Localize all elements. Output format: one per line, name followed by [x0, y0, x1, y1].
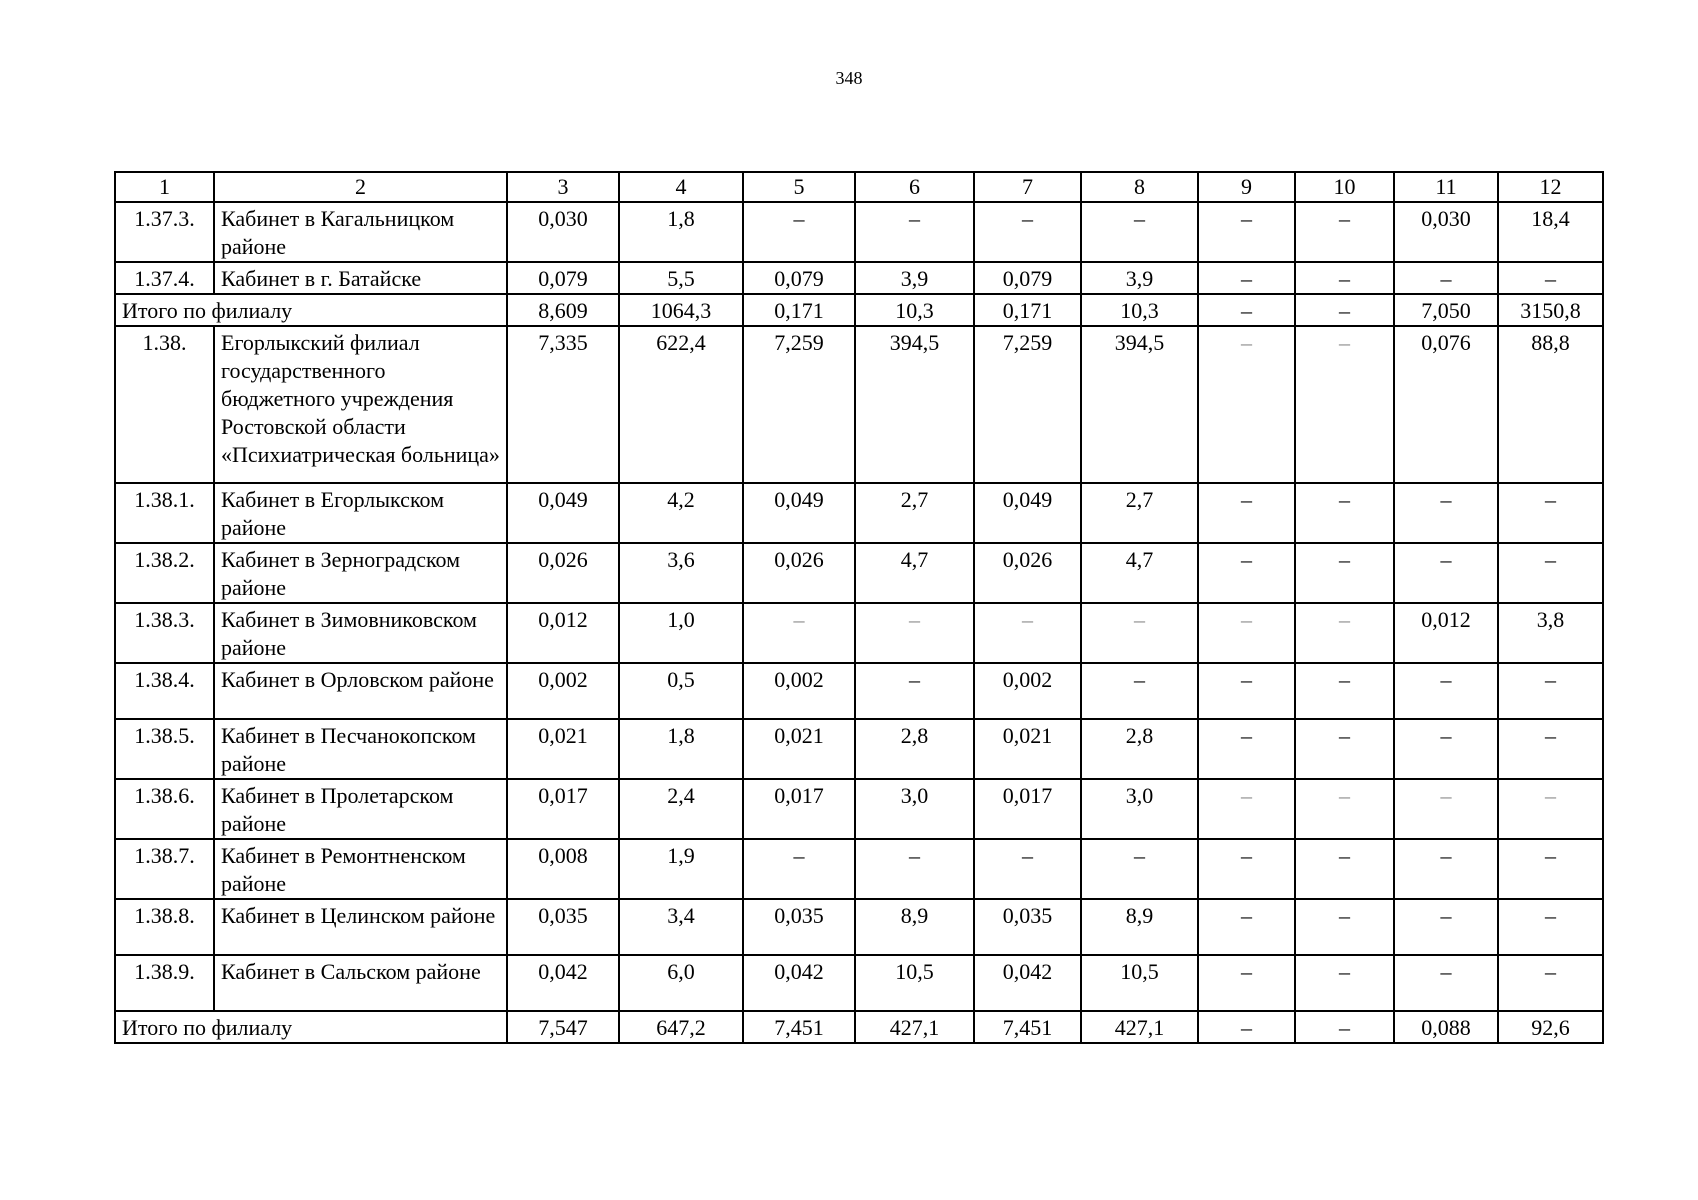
value-cell: 0,030: [507, 202, 619, 262]
value-cell: –: [1295, 262, 1394, 294]
table-row: [115, 202, 1603, 262]
value-cell: 0,002: [974, 663, 1081, 719]
column-number: 5: [743, 172, 855, 202]
row-code: 1.38.7.: [115, 839, 214, 899]
value-cell: 10,5: [1081, 955, 1198, 1011]
value-cell: 10,3: [1081, 294, 1198, 326]
row-code: 1.37.3.: [115, 202, 214, 262]
value-cell: 1,8: [619, 202, 743, 262]
value-cell: –: [1295, 839, 1394, 899]
value-cell: –: [1295, 955, 1394, 1011]
value-cell: 18,4: [1498, 202, 1603, 262]
value-cell: 0,012: [1394, 603, 1498, 663]
value-cell: –: [855, 839, 974, 899]
value-cell: 0,002: [507, 663, 619, 719]
value-cell: –: [1198, 262, 1295, 294]
table-row: [115, 326, 1603, 483]
value-cell: 7,451: [743, 1011, 855, 1043]
row-code: 1.38.1.: [115, 483, 214, 543]
value-cell: –: [1198, 779, 1295, 839]
row-code: 1.38.2.: [115, 543, 214, 603]
value-cell: 0,017: [507, 779, 619, 839]
table-row: [115, 483, 1603, 543]
value-cell: –: [1198, 899, 1295, 955]
value-cell: 1,0: [619, 603, 743, 663]
row-code: 1.38.: [115, 326, 214, 483]
value-cell: –: [1295, 603, 1394, 663]
value-cell: 0,021: [743, 719, 855, 779]
value-cell: 0,049: [507, 483, 619, 543]
value-cell: –: [1198, 603, 1295, 663]
row-code: 1.37.4.: [115, 262, 214, 294]
value-cell: –: [1498, 955, 1603, 1011]
value-cell: –: [1198, 839, 1295, 899]
value-cell: 0,021: [507, 719, 619, 779]
table-row: [115, 663, 1603, 719]
value-cell: 0,017: [743, 779, 855, 839]
table-row: [115, 603, 1603, 663]
value-cell: 3,6: [619, 543, 743, 603]
value-cell: –: [1498, 543, 1603, 603]
value-cell: –: [1295, 543, 1394, 603]
value-cell: 0,079: [507, 262, 619, 294]
value-cell: –: [974, 202, 1081, 262]
value-cell: 0,042: [743, 955, 855, 1011]
value-cell: 7,335: [507, 326, 619, 483]
value-cell: –: [1394, 899, 1498, 955]
value-cell: 0,035: [974, 899, 1081, 955]
row-name: Кабинет в Пролетарском районе: [214, 779, 507, 839]
value-cell: –: [1498, 719, 1603, 779]
value-cell: –: [855, 663, 974, 719]
value-cell: –: [1081, 603, 1198, 663]
column-number: 2: [214, 172, 507, 202]
value-cell: –: [1081, 663, 1198, 719]
total-label: Итого по филиалу: [115, 294, 507, 326]
value-cell: 427,1: [1081, 1011, 1198, 1043]
value-cell: 5,5: [619, 262, 743, 294]
row-name: Кабинет в Ремонтненском районе: [214, 839, 507, 899]
value-cell: 3,8: [1498, 603, 1603, 663]
row-code: 1.38.8.: [115, 899, 214, 955]
data-table: [114, 171, 1604, 1044]
value-cell: –: [1394, 719, 1498, 779]
total-row: [115, 294, 1603, 326]
value-cell: –: [1295, 779, 1394, 839]
column-number: 9: [1198, 172, 1295, 202]
value-cell: 0,171: [974, 294, 1081, 326]
row-code: 1.38.6.: [115, 779, 214, 839]
row-name: Кабинет в Егорлыкском районе: [214, 483, 507, 543]
row-code: 1.38.9.: [115, 955, 214, 1011]
value-cell: –: [1394, 779, 1498, 839]
value-cell: –: [1198, 483, 1295, 543]
value-cell: –: [974, 603, 1081, 663]
value-cell: 4,2: [619, 483, 743, 543]
value-cell: 8,609: [507, 294, 619, 326]
value-cell: 2,8: [1081, 719, 1198, 779]
value-cell: 8,9: [1081, 899, 1198, 955]
value-cell: 0,030: [1394, 202, 1498, 262]
row-name: Кабинет в Зерноградском районе: [214, 543, 507, 603]
value-cell: –: [1198, 294, 1295, 326]
column-number-row: [115, 172, 1603, 202]
value-cell: –: [1498, 262, 1603, 294]
value-cell: –: [1198, 543, 1295, 603]
row-name: Кабинет в Песчанокопском районе: [214, 719, 507, 779]
column-number: 4: [619, 172, 743, 202]
value-cell: –: [1498, 839, 1603, 899]
value-cell: –: [855, 603, 974, 663]
value-cell: 3,0: [1081, 779, 1198, 839]
value-cell: 0,021: [974, 719, 1081, 779]
value-cell: –: [1295, 326, 1394, 483]
value-cell: 0,017: [974, 779, 1081, 839]
table-row: [115, 955, 1603, 1011]
value-cell: 7,050: [1394, 294, 1498, 326]
value-cell: 3,9: [1081, 262, 1198, 294]
value-cell: –: [1295, 202, 1394, 262]
value-cell: 0,171: [743, 294, 855, 326]
total-label: Итого по филиалу: [115, 1011, 507, 1043]
row-code: 1.38.4.: [115, 663, 214, 719]
value-cell: 0,026: [743, 543, 855, 603]
value-cell: 1,9: [619, 839, 743, 899]
row-name: Кабинет в Орловском районе: [214, 663, 507, 719]
value-cell: 8,9: [855, 899, 974, 955]
value-cell: –: [1198, 326, 1295, 483]
value-cell: –: [1295, 719, 1394, 779]
value-cell: 0,042: [974, 955, 1081, 1011]
column-number: 7: [974, 172, 1081, 202]
value-cell: 0,035: [743, 899, 855, 955]
value-cell: 0,079: [974, 262, 1081, 294]
value-cell: 3150,8: [1498, 294, 1603, 326]
value-cell: 0,042: [507, 955, 619, 1011]
value-cell: –: [1394, 543, 1498, 603]
table-row: [115, 779, 1603, 839]
value-cell: –: [1498, 899, 1603, 955]
row-name: Кабинет в Целинском районе: [214, 899, 507, 955]
page-number: 348: [835, 68, 863, 88]
value-cell: –: [1081, 839, 1198, 899]
value-cell: 0,088: [1394, 1011, 1498, 1043]
column-number: 3: [507, 172, 619, 202]
table-row: [115, 719, 1603, 779]
value-cell: –: [974, 839, 1081, 899]
row-name: Кабинет в Кагальницком районе: [214, 202, 507, 262]
table-row: [115, 839, 1603, 899]
value-cell: 4,7: [855, 543, 974, 603]
value-cell: 0,026: [507, 543, 619, 603]
value-cell: 0,076: [1394, 326, 1498, 483]
value-cell: –: [1295, 899, 1394, 955]
value-cell: 647,2: [619, 1011, 743, 1043]
value-cell: 0,026: [974, 543, 1081, 603]
value-cell: 7,451: [974, 1011, 1081, 1043]
value-cell: –: [743, 603, 855, 663]
column-number: 10: [1295, 172, 1394, 202]
table-row: [115, 262, 1603, 294]
value-cell: –: [1198, 955, 1295, 1011]
column-number: 8: [1081, 172, 1198, 202]
value-cell: 3,0: [855, 779, 974, 839]
row-name: Кабинет в Зимовниковском районе: [214, 603, 507, 663]
value-cell: 88,8: [1498, 326, 1603, 483]
value-cell: –: [855, 202, 974, 262]
table-body: [115, 172, 1603, 1043]
value-cell: –: [1198, 663, 1295, 719]
total-row: [115, 1011, 1603, 1043]
value-cell: –: [1498, 483, 1603, 543]
value-cell: 10,5: [855, 955, 974, 1011]
value-cell: 7,547: [507, 1011, 619, 1043]
table-row: [115, 543, 1603, 603]
value-cell: –: [1295, 483, 1394, 543]
value-cell: –: [1295, 1011, 1394, 1043]
value-cell: 2,7: [1081, 483, 1198, 543]
value-cell: 3,4: [619, 899, 743, 955]
value-cell: 10,3: [855, 294, 974, 326]
column-number: 1: [115, 172, 214, 202]
value-cell: –: [1394, 839, 1498, 899]
row-name: Кабинет в Сальском районе: [214, 955, 507, 1011]
value-cell: –: [1394, 262, 1498, 294]
value-cell: 7,259: [974, 326, 1081, 483]
table-row: [115, 899, 1603, 955]
column-number: 11: [1394, 172, 1498, 202]
value-cell: 1064,3: [619, 294, 743, 326]
value-cell: 92,6: [1498, 1011, 1603, 1043]
value-cell: 0,012: [507, 603, 619, 663]
row-name: Егорлыкский филиал государственного бюджетного учреждения Ростовской области «Психиатрическая больница»: [214, 326, 507, 483]
value-cell: –: [1498, 779, 1603, 839]
value-cell: –: [1394, 483, 1498, 543]
value-cell: 0,035: [507, 899, 619, 955]
value-cell: 3,9: [855, 262, 974, 294]
value-cell: –: [1498, 663, 1603, 719]
value-cell: 7,259: [743, 326, 855, 483]
row-name: Кабинет в г. Батайске: [214, 262, 507, 294]
value-cell: 4,7: [1081, 543, 1198, 603]
value-cell: –: [1198, 202, 1295, 262]
value-cell: 2,8: [855, 719, 974, 779]
value-cell: 427,1: [855, 1011, 974, 1043]
value-cell: 0,008: [507, 839, 619, 899]
value-cell: 622,4: [619, 326, 743, 483]
column-number: 12: [1498, 172, 1603, 202]
value-cell: 2,7: [855, 483, 974, 543]
value-cell: 0,049: [743, 483, 855, 543]
value-cell: –: [1295, 663, 1394, 719]
column-number: 6: [855, 172, 974, 202]
value-cell: 394,5: [1081, 326, 1198, 483]
value-cell: –: [1198, 1011, 1295, 1043]
value-cell: 0,079: [743, 262, 855, 294]
row-code: 1.38.3.: [115, 603, 214, 663]
value-cell: 2,4: [619, 779, 743, 839]
value-cell: –: [1394, 955, 1498, 1011]
value-cell: –: [743, 202, 855, 262]
value-cell: –: [1198, 719, 1295, 779]
row-code: 1.38.5.: [115, 719, 214, 779]
value-cell: 6,0: [619, 955, 743, 1011]
value-cell: 0,049: [974, 483, 1081, 543]
value-cell: 0,002: [743, 663, 855, 719]
value-cell: 394,5: [855, 326, 974, 483]
value-cell: –: [1394, 663, 1498, 719]
value-cell: 0,5: [619, 663, 743, 719]
value-cell: –: [1081, 202, 1198, 262]
value-cell: –: [1295, 294, 1394, 326]
value-cell: 1,8: [619, 719, 743, 779]
value-cell: –: [743, 839, 855, 899]
